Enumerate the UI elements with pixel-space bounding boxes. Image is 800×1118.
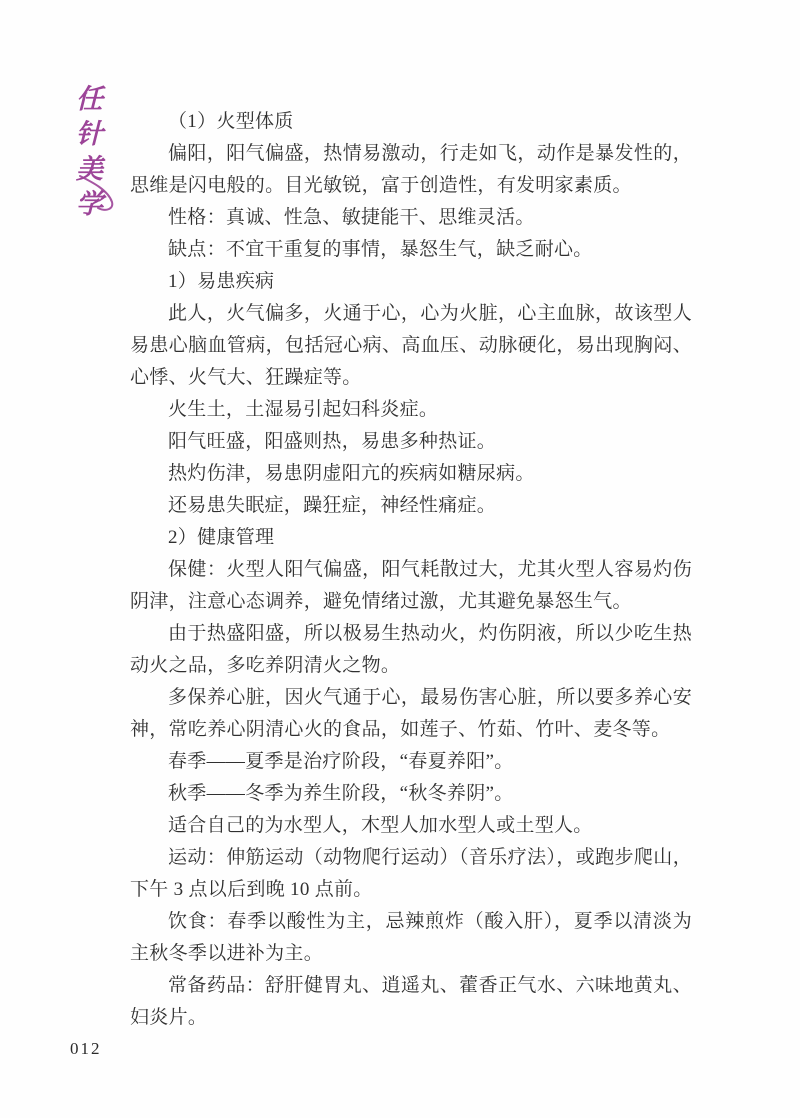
paragraph: 常备药品：舒肝健胃丸、逍遥丸、藿香正气水、六味地黄丸、妇炎片。 (130, 975, 692, 1028)
page-number: 012 (70, 1039, 102, 1058)
logo-vertical-text: 任针美学 (72, 84, 102, 224)
paragraph: 运动：伸筋运动（动物爬行运动）（音乐疗法），或跑步爬山，下午 3 点以后到晚 10 点前。 (130, 847, 692, 900)
paragraph: 还易患失眠症，躁狂症，神经性痛症。 (168, 495, 497, 516)
paragraph: 由于热盛阳盛，所以极易生热动火，灼伤阴液，所以少吃生热动火之品，多吃养阴清火之物。 (130, 623, 692, 676)
paragraph: 保健：火型人阳气偏盛，阳气耗散过大，尤其火型人容易灼伤阴津，注意心态调养，避免情绪过激，尤其避免暴怒生气。 (130, 559, 692, 612)
body-text (130, 106, 692, 1034)
paragraph: 饮食：春季以酸性为主，忌辣煎炸（酸入肝），夏季以清淡为主秋冬季以进补为主。 (130, 911, 692, 964)
paragraph: 2）健康管理 (168, 527, 275, 548)
paragraph: 1）易患疾病 (168, 271, 275, 292)
paragraph: 此人，火气偏多，火通于心，心为火脏，心主血脉，故该型人易患心脑血管病，包括冠心病、高血压、动脉硬化，易出现胸闷、心悸、火气大、狂躁症等。 (130, 303, 692, 388)
paragraph: （1）火型体质 (168, 111, 294, 132)
series-logo (68, 84, 112, 284)
paragraph: 适合自己的为水型人，木型人加水型人或土型人。 (168, 815, 593, 836)
paragraph: 多保养心脏，因火气通于心，最易伤害心脏，所以要多养心安神，常吃养心阴清心火的食品，如莲子、竹茹、竹叶、麦冬等。 (130, 687, 692, 740)
paragraph: 性格：真诚、性急、敏捷能干、思维灵活。 (168, 207, 535, 228)
paragraph: 秋季——冬季为养生阶段，“秋冬养阴”。 (168, 783, 514, 804)
paragraph: 缺点：不宜干重复的事情，暴怒生气，缺乏耐心。 (168, 239, 593, 260)
paragraph: 阳气旺盛，阳盛则热，易患多种热证。 (168, 431, 497, 452)
paragraph: 火生土，土湿易引起妇科炎症。 (168, 399, 439, 420)
paragraph: 偏阳，阳气偏盛，热情易激动，行走如飞，动作是暴发性的，思维是闪电般的。目光敏锐，富于创造性，有发明家素质。 (130, 143, 692, 196)
paragraph: 春季——夏季是治疗阶段，“春夏养阳”。 (168, 751, 514, 772)
paragraph: 热灼伤津，易患阴虚阳亢的疾病如糖尿病。 (168, 463, 535, 484)
